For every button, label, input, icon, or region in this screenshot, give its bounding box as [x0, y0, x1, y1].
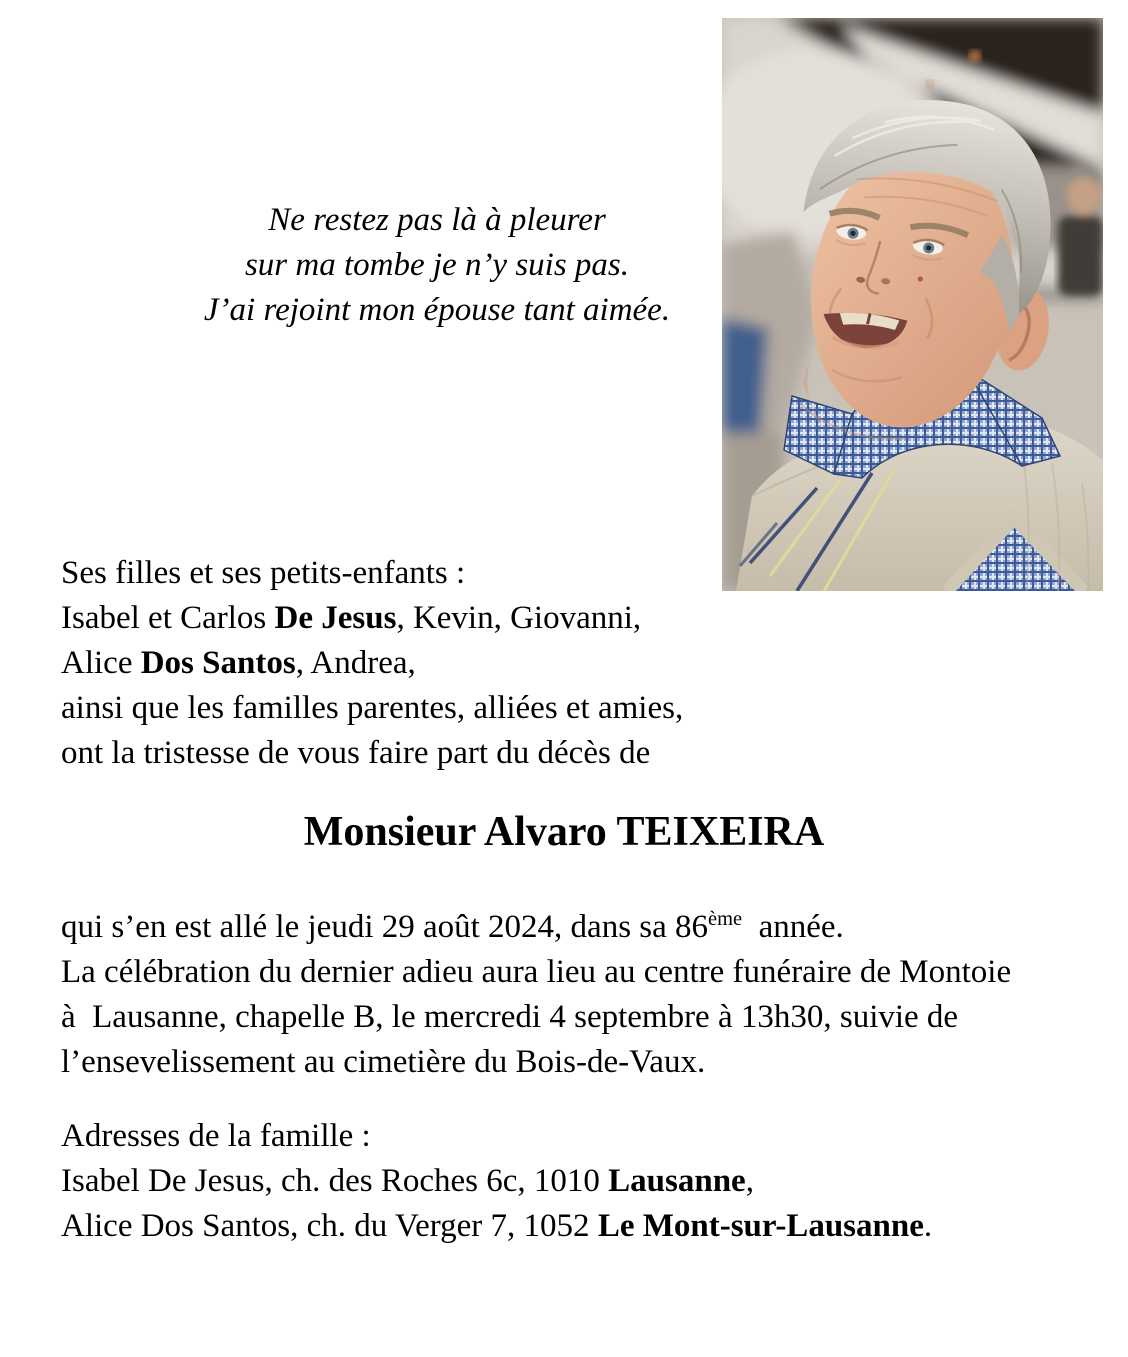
- text-segment: Alice: [61, 645, 141, 681]
- text-segment: Isabel De Jesus, ch. des Roches 6c, 1010: [61, 1163, 609, 1199]
- family-line: ainsi que les familles parentes, alliées et amies,: [61, 690, 684, 726]
- ordinal-superscript: ème: [708, 908, 743, 930]
- text-segment: , Andrea,: [295, 645, 416, 681]
- quote-line: Ne restez pas là à pleurer: [268, 202, 606, 238]
- text-segment: , Kevin, Giovanni,: [396, 600, 642, 636]
- text-segment: .: [923, 1208, 933, 1244]
- funeral-line: l’ensevelissement au cimetière du Bois-de-Vaux.: [61, 1044, 706, 1080]
- text-segment: Isabel et Carlos: [61, 600, 275, 636]
- funeral-line: La célébration du dernier adieu aura lieu au centre funéraire de Montoie: [61, 954, 1012, 990]
- text-segment: Alice Dos Santos, ch. du Verger 7, 1052: [61, 1208, 598, 1244]
- text-segment: qui s’en est allé le jeudi 29 août 2024, dans sa 86: [61, 909, 709, 945]
- deceased-name-title: Monsieur Alvaro TEIXEIRA: [303, 809, 825, 855]
- funeral-line: à Lausanne, chapelle B, le mercredi 4 septembre à 13h30, suivie de: [61, 999, 959, 1035]
- city-bold: Le Mont-sur-Lausanne: [597, 1208, 924, 1244]
- text-segment: année.: [742, 909, 844, 945]
- family-line: [61, 641, 683, 686]
- city-bold: Lausanne: [608, 1163, 746, 1199]
- epitaph-quote: [107, 198, 767, 333]
- addresses-heading: Adresses de la famille :: [61, 1118, 371, 1154]
- family-line: Ses filles et ses petits-enfants :: [61, 555, 466, 591]
- quote-line: sur ma tombe je n’y suis pas.: [244, 247, 630, 283]
- family-line: [61, 596, 683, 641]
- ceiling-light: [969, 50, 981, 62]
- address-line: [61, 1159, 932, 1204]
- family-addresses: [61, 1114, 932, 1249]
- quote-line: J’ai rejoint mon épouse tant aimée.: [203, 292, 671, 328]
- address-line: [61, 1204, 932, 1249]
- funeral-line: [61, 905, 1011, 950]
- portrait-photo: [722, 18, 1103, 591]
- family-line: ont la tristesse de vous faire part du décès de: [61, 735, 651, 771]
- surname-bold: Dos Santos: [140, 645, 296, 681]
- text-segment: ,: [745, 1163, 754, 1199]
- funeral-details: [61, 905, 1011, 1085]
- family-list: [61, 551, 683, 776]
- surname-bold: De Jesus: [274, 600, 397, 636]
